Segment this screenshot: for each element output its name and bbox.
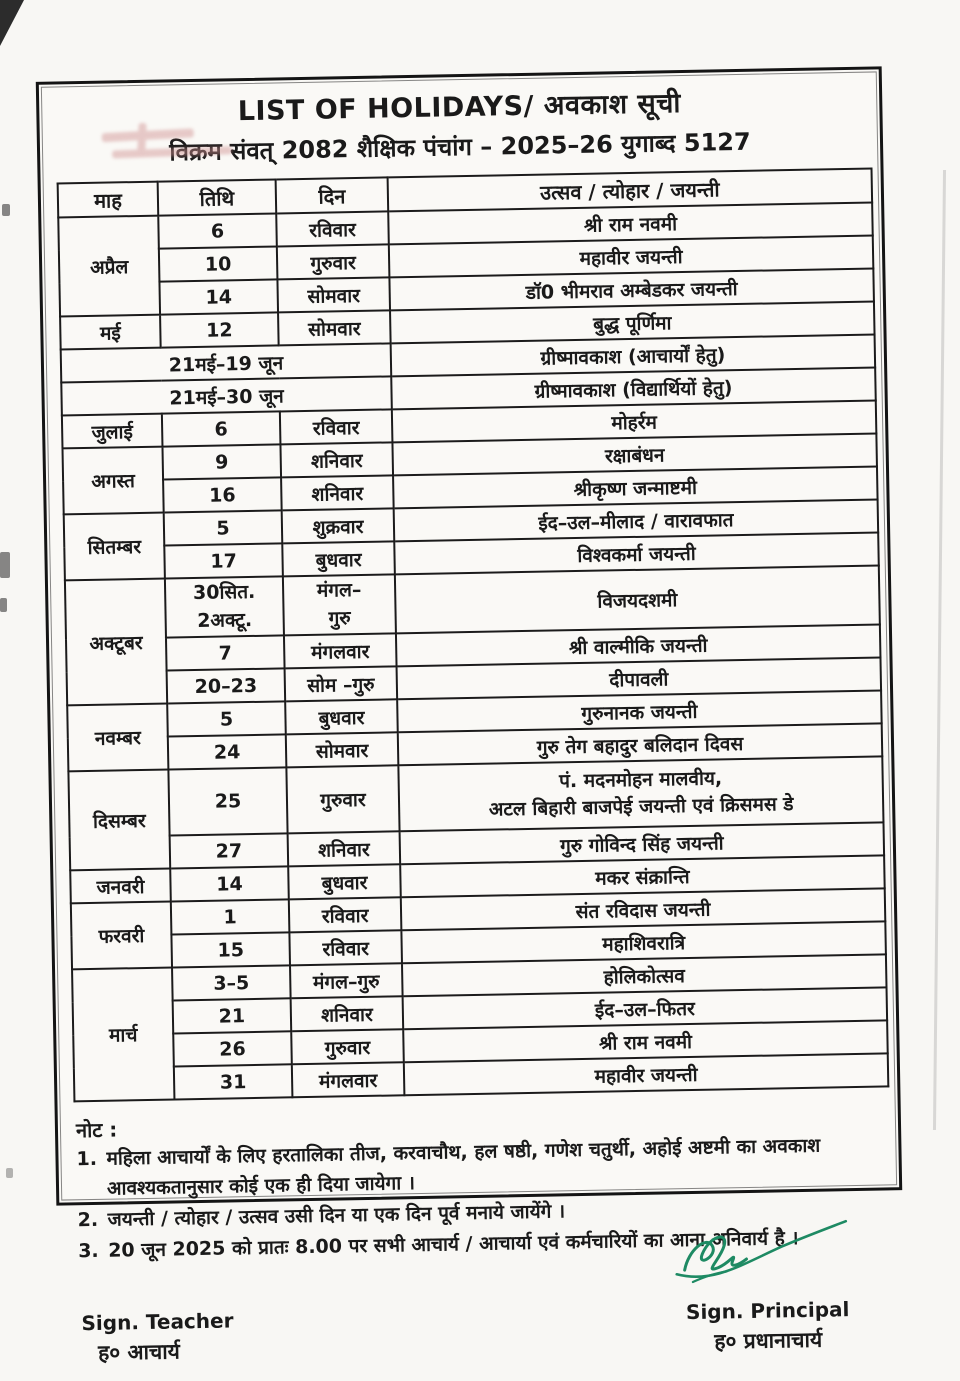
date-cell: 25 [168, 767, 287, 835]
festival-cell: गुरु तेग बहादुर बलिदान दिवस [398, 724, 883, 766]
date-cell: 12 [160, 312, 279, 347]
festival-cell: श्रीकृष्ण जन्माष्टमी [393, 466, 878, 508]
festival-cell: दीपावली [397, 658, 882, 700]
day-cell: बुधवार [282, 541, 395, 576]
festival-cell: मोहर्रम [392, 401, 877, 443]
festival-cell: महावीर जयन्ती [389, 236, 874, 278]
date-cell: 14 [170, 866, 289, 901]
day-cell: मंगल– गुरु [283, 574, 396, 635]
date-cell: 14 [159, 279, 278, 314]
date-cell: 7 [166, 635, 285, 670]
note-text: महिला आचार्यों के लिए हरतालिका तीज, करवाचौथ, हल षष्ठी, गणेश चतुर्थी, अहोई अष्टमी का अवकाश आवश्यकतानुसार कोई एक ही दिया जायेगा । [106, 1134, 821, 1200]
month-cell: मई [60, 315, 161, 350]
festival-cell: ईद–उल–मीलाद / वारावफात [394, 499, 879, 541]
day-cell: सोमवार [277, 277, 390, 312]
festival-cell: महाशिवरात्रि [401, 922, 886, 964]
festival-cell: ग्रीष्मावकाश (विद्यार्थियों हेतु) [391, 368, 876, 410]
festival-cell: श्री वाल्मीकि जयन्ती [396, 625, 881, 667]
month-cell: अगस्त [62, 447, 163, 515]
note-text: जयन्ती / त्योहार / उत्सव उसी दिन या एक दिन पूर्व मनाये जायेंगे । [107, 1200, 566, 1231]
day-cell: शनिवार [291, 996, 404, 1031]
day-cell: गुरुवार [277, 244, 390, 279]
festival-cell: ईद–उल–फितर [403, 988, 888, 1030]
festival-cell: श्री राम नवमी [403, 1020, 888, 1062]
day-cell: सोमवार [278, 310, 391, 345]
month-cell: अक्टूबर [65, 579, 167, 706]
date-cell: 5 [164, 510, 283, 545]
festival-cell: महावीर जयन्ती [404, 1053, 889, 1095]
date-cell: 21मई–19 जून [61, 343, 392, 382]
festival-cell: संत रविदास जयन्ती [401, 889, 886, 931]
column-header: उत्सव / त्योहार / जयन्ती [388, 169, 873, 212]
date-cell: 1 [171, 899, 290, 934]
day-cell: बुधवार [288, 864, 401, 899]
day-cell: रविवार [289, 897, 402, 932]
teacher-signature-block [81, 1308, 234, 1367]
date-cell: 5 [167, 701, 286, 736]
month-cell: अप्रैल [58, 216, 160, 317]
date-cell: 21मई–30 जून [61, 376, 392, 415]
day-cell: सोम –गुरु [285, 666, 398, 701]
date-cell: 9 [162, 444, 281, 479]
festival-cell: गुरुनानक जयन्ती [397, 691, 882, 733]
festival-cell: विजयदशमी [395, 565, 880, 633]
note-text: 20 जून 2025 को प्रातः 8.00 पर सभी आचार्य / आचार्या एवं कर्मचारियों का आना अनिवार्य है । [108, 1227, 799, 1263]
day-cell: शुक्रवार [282, 508, 395, 543]
note-number: 3. [78, 1240, 99, 1263]
principal-signature-block [686, 1297, 850, 1356]
scan-corner-artifact [0, 0, 24, 46]
day-cell: गुरुवार [291, 1029, 404, 1064]
date-cell: 21 [173, 998, 292, 1033]
festival-cell: बुद्ध पूर्णिमा [390, 302, 875, 344]
day-cell: सोमवार [286, 732, 399, 767]
date-cell: 6 [158, 213, 277, 248]
day-cell: रविवार [280, 409, 393, 444]
date-cell: 17 [164, 543, 283, 578]
day-cell: मंगलवार [292, 1062, 405, 1097]
scan-smudge [6, 1168, 13, 1178]
date-cell: 15 [171, 932, 290, 967]
scan-smudge [0, 552, 10, 578]
signature-area [77, 1258, 887, 1381]
day-cell: मंगलवार [284, 633, 397, 668]
page-edge-shadow [933, 170, 946, 1130]
date-cell: 30सित. 2अक्टू. [165, 576, 284, 637]
date-cell: 27 [170, 833, 289, 868]
day-cell: शनिवार [280, 442, 393, 477]
month-cell: जुलाई [62, 414, 163, 449]
month-cell: जनवरी [70, 869, 171, 904]
date-cell: 6 [162, 411, 281, 446]
festival-cell: पं. मदनमोहन मालवीय, अटल बिहारी बाजपेई जयन्ती एवं क्रिसमस डे [398, 757, 883, 832]
day-cell: शनिवार [281, 475, 394, 510]
scan-smudge [0, 598, 7, 612]
festival-cell: डॉ0 भीमराव अम्बेडकर जयन्ती [389, 269, 874, 311]
festival-cell: होलिकोत्सव [402, 955, 887, 997]
date-cell: 10 [159, 246, 278, 281]
notes-label: नोट : [75, 1117, 118, 1143]
festival-cell: मकर संक्रान्ति [400, 856, 885, 898]
column-header: दिन [276, 177, 389, 213]
day-cell: बुधवार [285, 699, 398, 734]
date-cell: 24 [168, 734, 287, 769]
page-subtitle: विक्रम संवत् 2082 शैक्षिक पंचांग – 2025–26 युगाब्द 5127 [169, 127, 751, 167]
column-header: माह [58, 182, 159, 218]
note-number: 2. [77, 1208, 99, 1232]
day-cell: गुरुवार [286, 765, 399, 833]
month-cell: फरवरी [71, 902, 172, 970]
day-cell: मंगल–गुरु [290, 963, 403, 998]
month-cell: सितम्बर [64, 513, 165, 581]
page-title: LIST OF HOLIDAYS/ अवकाश सूची [237, 88, 682, 128]
scanned-sheet [36, 66, 902, 1365]
day-cell: शनिवार [288, 831, 401, 866]
festival-cell: विश्वकर्मा जयन्ती [394, 532, 879, 574]
date-cell: 20–23 [167, 668, 286, 703]
day-cell: रविवार [276, 211, 389, 246]
festival-cell: श्री राम नवमी [388, 203, 873, 245]
festival-cell: रक्षाबंधन [392, 434, 877, 476]
festival-cell: ग्रीष्मावकाश (आचार्यों हेतु) [391, 335, 876, 377]
note-number: 1. [76, 1148, 98, 1171]
scan-smudge [2, 204, 10, 216]
principal-sign-label: Sign. Principal [685, 1296, 850, 1324]
month-cell: दिसम्बर [68, 770, 170, 871]
month-cell: मार्च [72, 968, 174, 1102]
column-header: तिथि [158, 179, 277, 215]
teacher-sign-hindi: ह० आचार्य [97, 1339, 181, 1365]
festival-cell: गुरु गोविन्द सिंह जयन्ती [400, 823, 885, 865]
date-cell: 16 [163, 477, 282, 512]
date-cell: 26 [173, 1031, 292, 1066]
month-cell: नवम्बर [67, 704, 168, 772]
principal-sign-hindi: ह० प्रधानाचार्य [714, 1327, 823, 1354]
holiday-table [57, 168, 890, 1103]
day-cell: रविवार [289, 930, 402, 965]
principal-signature-icon [662, 1211, 854, 1298]
teacher-sign-label: Sign. Teacher [81, 1308, 234, 1336]
date-cell: 3–5 [172, 965, 291, 1000]
date-cell: 31 [174, 1064, 293, 1099]
